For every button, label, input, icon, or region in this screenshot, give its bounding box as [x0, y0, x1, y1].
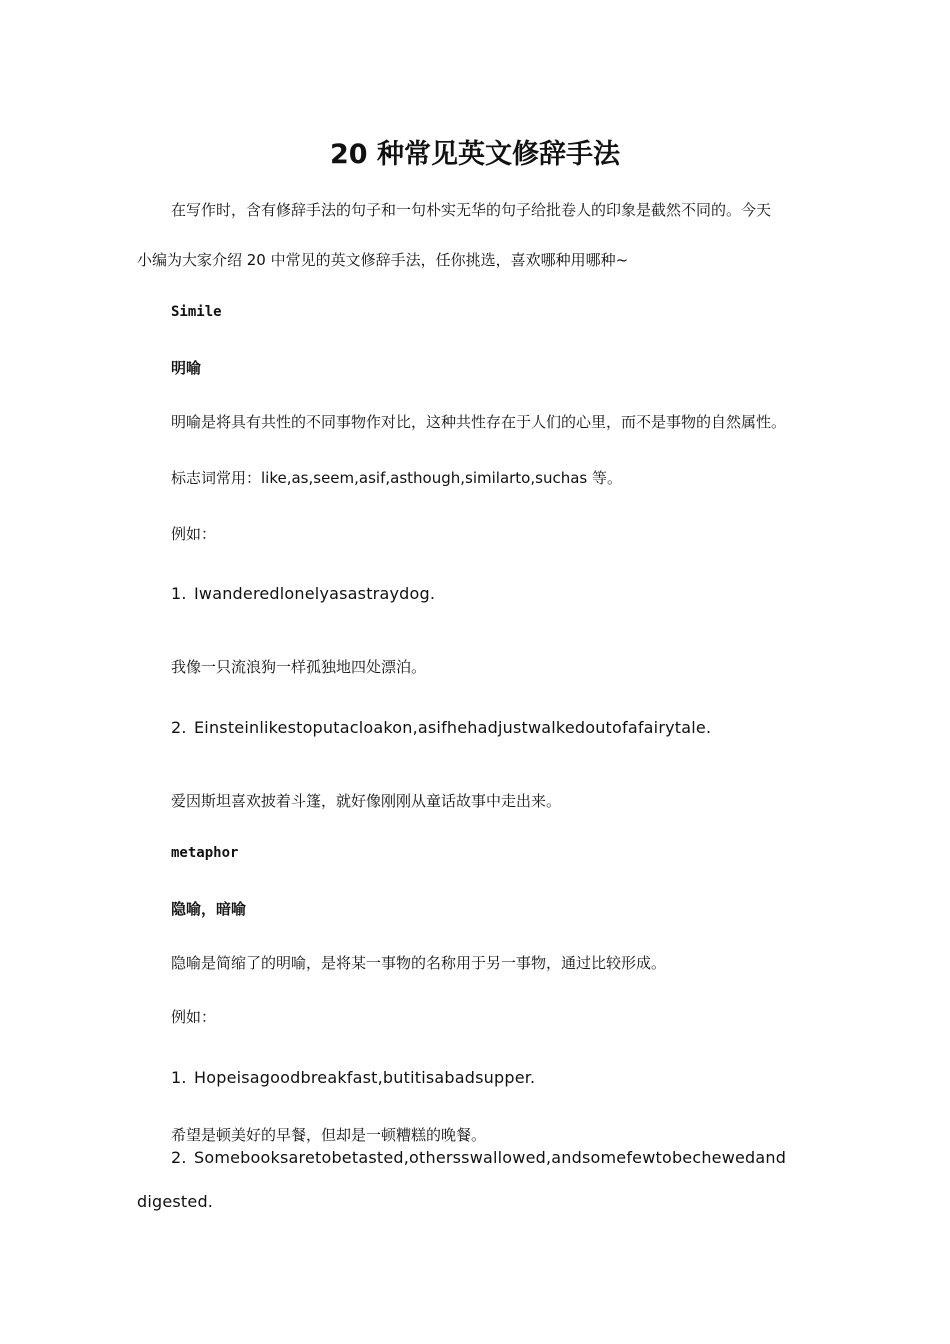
simile-example-1-en: 1. Iwanderedlonelyasastraydog. [171, 584, 436, 603]
metaphor-example-2-en-cont: digested. [137, 1192, 214, 1211]
simile-example-2-en: 2. Einsteinlikestoputacloakon,asifhehadjustwalkedoutofafairytale. [171, 718, 712, 737]
list-number: 1. [171, 1068, 187, 1087]
metaphor-example-2-en: 2. Somebooksaretobetasted,othersswallowed,andsomefewtobechewedand [171, 1148, 787, 1167]
page-title: 20 种常见英文修辞手法 [330, 139, 620, 170]
metaphor-heading-en: metaphor [171, 845, 239, 861]
intro-line-2: 小编为大家介绍 20 中常见的英文修辞手法，任你挑选，喜欢哪种用哪种~ [137, 251, 629, 269]
intro-line-1: 在写作时，含有修辞手法的句子和一句朴实无华的句子给批卷人的印象是截然不同的。今天 [171, 201, 772, 219]
list-number: 1. [171, 584, 187, 603]
simile-example-2-cn: 爱因斯坦喜欢披着斗篷，就好像刚刚从童话故事中走出来。 [171, 792, 562, 810]
simile-heading-en: Simile [171, 304, 222, 320]
simile-definition: 明喻是将具有共性的不同事物作对比，这种共性存在于人们的心里，而不是事物的自然属性。 [171, 413, 787, 431]
simile-example-1-cn: 我像一只流浪狗一样孤独地四处漂泊。 [171, 658, 427, 676]
list-number: 2. [171, 718, 187, 737]
simile-markers: 标志词常用：like,as,seem,asif,asthough,similarto,suchas 等。 [171, 469, 622, 487]
metaphor-example-1-cn: 希望是顿美好的早餐，但却是一顿糟糕的晚餐。 [171, 1126, 487, 1144]
simile-example-label: 例如： [171, 525, 217, 543]
metaphor-example-1-en: 1. Hopeisagoodbreakfast,butitisabadsupper. [171, 1068, 536, 1087]
simile-heading-cn: 明喻 [171, 359, 202, 377]
list-number: 2. [171, 1148, 187, 1167]
metaphor-definition: 隐喻是简缩了的明喻，是将某一事物的名称用于另一事物，通过比较形成。 [171, 954, 667, 972]
metaphor-example-label: 例如： [171, 1008, 217, 1026]
metaphor-heading-cn: 隐喻，暗喻 [171, 900, 247, 918]
